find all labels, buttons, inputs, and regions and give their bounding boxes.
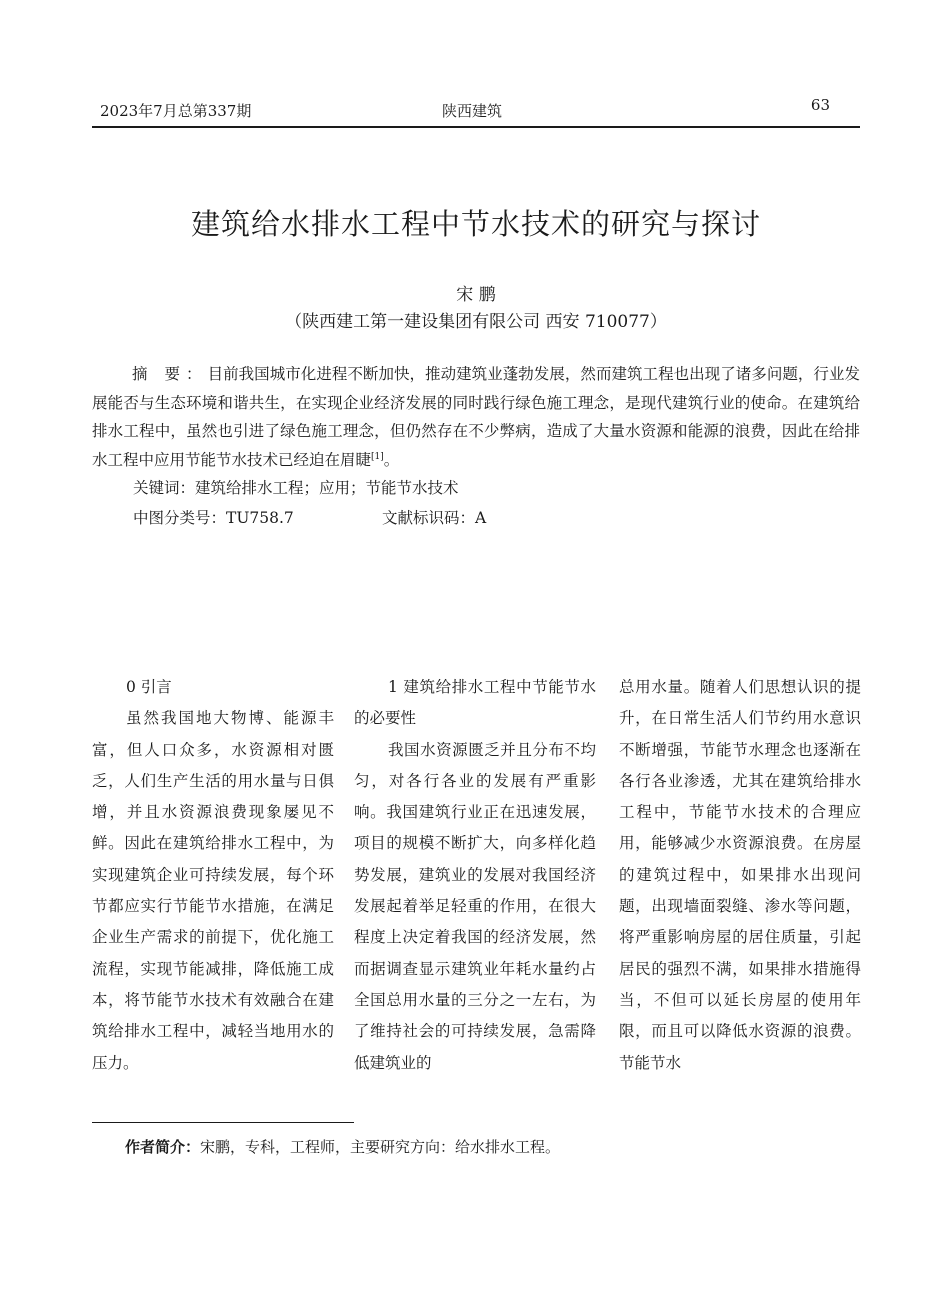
section-heading-intro: 0 引言	[126, 678, 172, 696]
column-1	[92, 672, 334, 1079]
footnote-label: 作者简介：	[125, 1138, 201, 1156]
section-heading-1: 1 建筑给排水工程中节能节水的必要性	[354, 678, 596, 728]
abstract-end: 。	[383, 450, 400, 469]
author-affiliation: （陕西建工第一建设集团有限公司 西安 710077）	[285, 312, 667, 332]
abstract-citation: [1]	[371, 451, 384, 462]
paragraph: 虽然我国地大物博、能源丰富，但人口众多，水资源相对匮乏，人们生产生活的用水量与日俱增，并且水资源浪费现象屡见不鲜。因此在建筑给排水工程中，为实现建筑企业可持续发展，每个环节都应实行节能节水措施，在满足企业生产需求的前提下，优化施工流程，实现节能减排，降低施工成本，将节能节水技术有效融合在建筑给排水工程中，减轻当地用水的压力。	[92, 709, 334, 1072]
paragraph: 我国水资源匮乏并且分布不均匀，对各行各业的发展有严重影响。我国建筑行业正在迅速发展，项目的规模不断扩大，向多样化趋势发展，建筑业的发展对我国经济发展起着举足轻重的作用，在很大程度上决定着我国的经济发展，然而据调查显示建筑业年耗水量约占全国总用水量的三分之一左右，为了维持社会的可持续发展，急需降低建筑业的	[354, 740, 596, 1072]
column-3	[619, 672, 861, 1079]
abstract-text: 目前我国城市化进程不断加快，推动建筑业蓬勃发展，然而建筑工程也出现了诸多问题，行业发展能否与生态环境和谐共生，在实现企业经济发展的同时践行绿色施工理念，是现代建筑行业的使命。在建筑给排水工程中，虽然也引进了绿色施工理念，但仍然存在不少弊病，造成了大量水资源和能源的浪费，因此在给排水工程中应用节能节水技术已经迫在眉睫	[92, 365, 860, 469]
document-code: 文献标识码：A	[382, 509, 487, 527]
keywords: 关键词：建筑给排水工程；应用；节能节水技术	[133, 479, 459, 497]
header-rule	[92, 126, 860, 128]
paragraph: 总用水量。随着人们思想认识的提升，在日常生活人们节约用水意识不断增强，节能节水理念也逐渐在各行各业渗透，尤其在建筑给排水工程中，节能节水技术的合理应用，能够减少水资源浪费。在房屋的建筑过程中，如果排水出现问题，出现墙面裂缝、渗水等问题，将严重影响房屋的居住质量，引起居民的强烈不满，如果排水措施得当，不但可以延长房屋的使用年限，而且可以降低水资源的浪费。节能节水	[619, 678, 861, 1072]
classification-number: 中图分类号：TU758.7	[133, 509, 294, 527]
footnote-rule	[92, 1122, 354, 1123]
abstract	[92, 360, 860, 474]
running-header	[92, 96, 860, 120]
author-name: 宋 鹏	[456, 285, 496, 305]
page-number: 63	[810, 96, 830, 114]
article-title: 建筑给水排水工程中节水技术的研究与探讨	[190, 207, 761, 241]
journal-name: 陕西建筑	[442, 102, 503, 120]
column-2	[354, 672, 596, 1079]
issue-info: 2023年7月总第337期	[100, 102, 252, 120]
author-bio-footnote	[125, 1136, 560, 1157]
abstract-label: 摘 要：	[132, 365, 208, 383]
footnote-text: 宋鹏，专科，工程师，主要研究方向：给水排水工程。	[200, 1138, 561, 1156]
